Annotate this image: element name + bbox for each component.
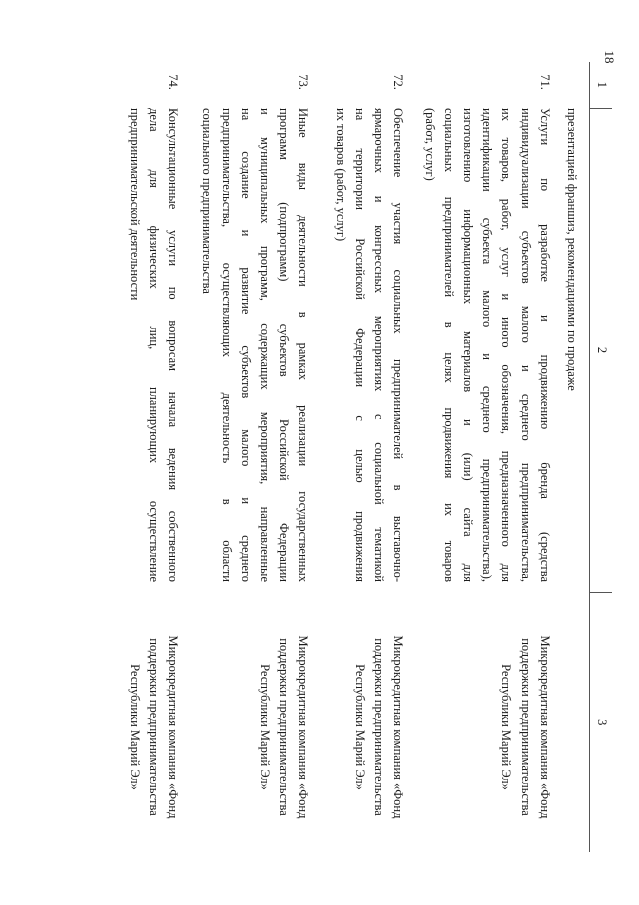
column-number-2: 2 <box>590 108 613 592</box>
organization-name: Микрокредитная компания «Фонд поддержки предпринимательства Республики Марий Эл» <box>127 635 181 819</box>
row-number: 74. <box>166 74 181 90</box>
table-row <box>413 62 559 852</box>
table-row <box>116 62 188 852</box>
service-description: Консультационные услуги по вопросам начала ведения собственного дела для физических лиц, планирующих осуществление предпринимательской деятельности <box>127 108 181 582</box>
table-row <box>188 62 318 852</box>
table-row-continuation <box>560 62 590 852</box>
row-number: 73. <box>296 74 311 90</box>
table-row <box>318 62 413 852</box>
page-number: 18 <box>602 50 617 64</box>
row-number: 71. <box>537 74 552 90</box>
column-number-row <box>590 62 613 852</box>
service-description: Обеспечение участия социальных предпринимателей в выставочно- ярмарочных и конгрессных мероприятиях с социальной тематикой на территории Российской Федерации с целью продвижения их товаров (работ, услуг) <box>333 108 406 582</box>
organization-name: Микрокредитная компания «Фонд поддержки предпринимательства Республики Марий Эл» <box>257 635 311 819</box>
row-number: 72. <box>391 74 406 90</box>
services-table <box>116 62 612 852</box>
organization-name: Микрокредитная компания «Фонд поддержки предпринимательства Республики Марий Эл» <box>499 635 552 819</box>
service-description: Иные виды деятельности в рамках реализации государственных программ (подпрограмм) субъектов Российской Федерации и муниципальных программ, содержащих мероприятия, направленные на создание и развитие субъектов малого и среднего предпринимательства, осуществляющих деятельность в области социального предпринимательства <box>200 108 311 582</box>
column-number-3: 3 <box>590 592 613 852</box>
continuation-text: презентацией франшиз, рекомендациями по продаже <box>565 108 579 391</box>
landscape-table-sheet <box>104 62 612 852</box>
column-number-1: 1 <box>590 62 613 108</box>
organization-name: Микрокредитная компания «Фонд поддержки предпринимательства Республики Марий Эл» <box>352 635 406 819</box>
service-description: Услуги по разработке и продвижению бренда (средства индивидуализации субъектов малого и среднего предпринимательства, их товаров, работ, услуг и иного обозначения, предназначенного для идентификации субъекта малого и среднего предпринимательства), изготовлению информационных материалов и (или) сайта для социальных предпринимателей в целях продвижения их товаров (работ, услуг) <box>422 108 552 582</box>
